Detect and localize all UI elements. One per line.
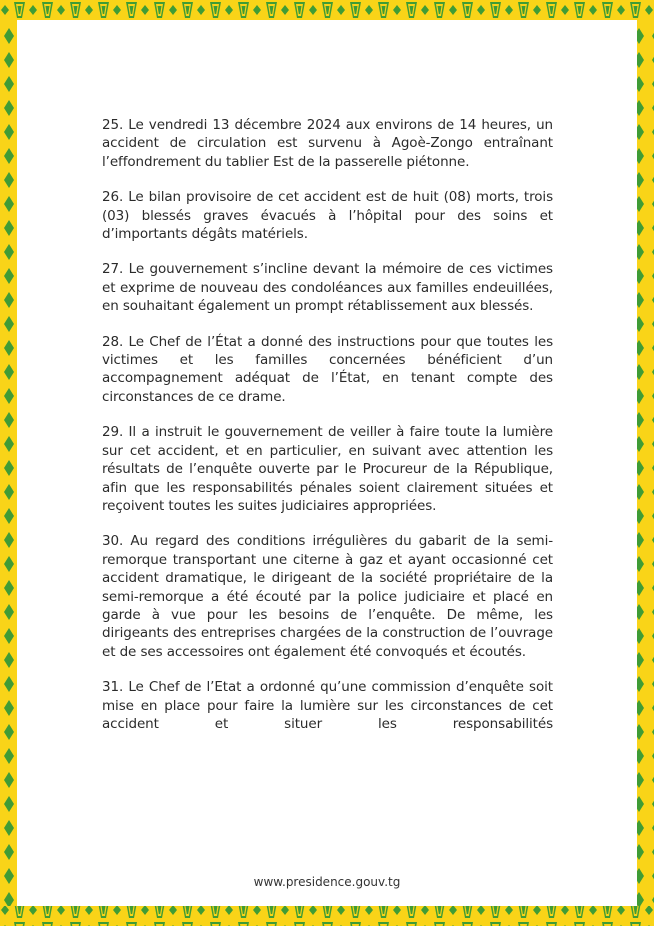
footer-website-link[interactable]: www.presidence.gouv.tg bbox=[253, 875, 401, 889]
paragraph-29: 29. Il a instruit le gouvernement de veiller à faire toute la lumière sur cet accident, et en particulier, en suivant avec attention les résultats de l’enquête ouverte par le Procureur de la République, afin que les responsabilités pénales soient clairement situées et reçoivent toutes les suites judiciaires appropriées. bbox=[102, 424, 553, 514]
page-sheet bbox=[17, 20, 637, 906]
paragraph-27: 27. Le gouvernement s’incline devant la mémoire de ces victimes et exprime de nouveau des condoléances aux familles endeuillées, en souhaitant également un prompt rétablissement aux blessés. bbox=[102, 261, 553, 315]
document-body bbox=[102, 116, 553, 750]
paragraph-26: 26. Le bilan provisoire de cet accident est de huit (08) morts, trois (03) blessés graves évacués à l’hôpital pour des soins et d’importants dégâts matériels. bbox=[102, 189, 553, 243]
paragraph-31: 31. Le Chef de l’Etat a ordonné qu’une commission d’enquête soit mise en place pour faire la lumière sur les circonstances de cet accident et situer les responsabilités bbox=[102, 679, 553, 732]
paragraph-30: 30. Au regard des conditions irrégulières du gabarit de la semi-remorque transportant une citerne à gaz et ayant occasionné cet accident dramatique, le dirigeant de la société propriétaire de la semi-remorque a été écouté par la police judiciaire et placé en garde à vue pour les besoins de l’enquête. De même, les dirigeants des entreprises chargées de la construction de l’ouvrage et de ses accessoires ont également été convoqués et écoutés. bbox=[102, 533, 553, 660]
paragraph-28: 28. Le Chef de l’État a donné des instructions pour que toutes les victimes et les familles concernées bénéficient d’un accompagnement adéquat de l’État, en tenant compte des circonstances de ce drame. bbox=[102, 333, 553, 405]
paragraph-25: 25. Le vendredi 13 décembre 2024 aux environs de 14 heures, un accident de circulation est survenu à Agoè-Zongo entraînant l’effondrement du tablier Est de la passerelle piétonne. bbox=[102, 117, 553, 170]
